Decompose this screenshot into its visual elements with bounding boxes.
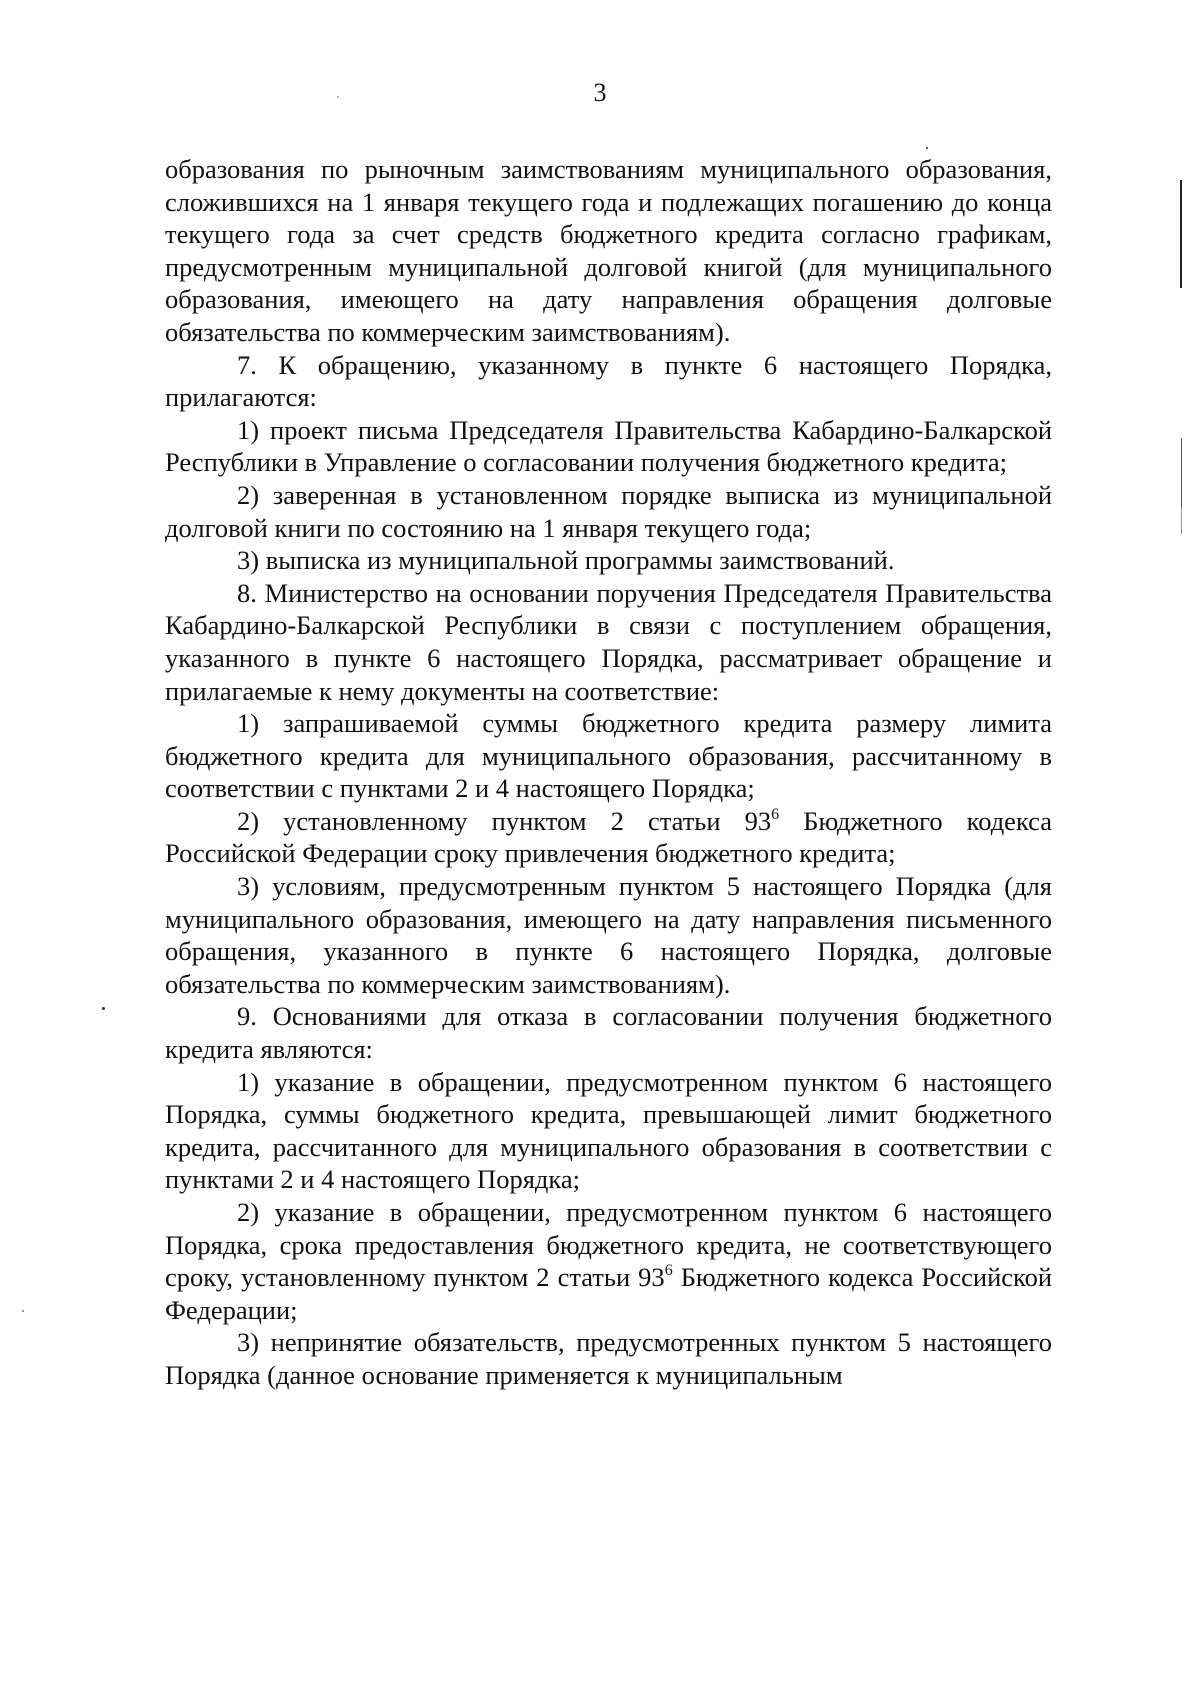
document-body xyxy=(165,153,1052,1392)
paragraph: 7. К обращению, указанному в пункте 6 настоящего Порядка, прилагаются: xyxy=(165,349,1052,413)
scan-speck xyxy=(22,1310,24,1312)
paragraph: 3) выписка из муниципальной программы заимствований. xyxy=(237,545,895,576)
paragraph: 2) заверенная в установленном порядке выписка из муниципальной долговой книги по состоянию на 1 января текущего года; xyxy=(165,479,1052,543)
paragraph: 1) проект письма Председателя Правительства Кабардино-Балкарской Республики в Управление о согласовании получения бюджетного кредита; xyxy=(165,414,1052,478)
scan-speck xyxy=(926,147,928,149)
paragraph: образования по рыночным заимствованиям муниципального образования, сложившихся на 1 января текущего года и подлежащих погашению до конца текущего года за счет средств бюджетного кредита согласно графикам, предусмотренным муниципальной долговой книгой (для муниципального образования, имеющего на дату направления обращения долговые обязательства по коммерческим заимствованиям). xyxy=(165,154,1052,347)
paragraph: 2) установленному пунктом 2 статьи $93^6$ Бюджетного кодекса Российской Федерации сроку привлечения бюджетного кредита; xyxy=(165,805,1053,869)
page-number: 3 xyxy=(593,78,607,107)
paragraph: 2) указание в обращении, предусмотренном пунктом 6 настоящего Порядка, срока предоставления бюджетного кредита, не соответствующего сроку, установленному пунктом 2 статьи $93^6$ Бюджетного кодекса Российской Федерации; xyxy=(165,1197,1052,1325)
paragraph: 1) указание в обращении, предусмотренном пунктом 6 настоящего Порядка, суммы бюджетного кредита, превышающей лимит бюджетного кредита, рассчитанного для муниципального образования в соответствии с пунктами 2 и 4 настоящего Порядка; xyxy=(165,1066,1052,1195)
scan-speck xyxy=(102,1007,105,1010)
scan-mark-right-top xyxy=(1180,180,1182,288)
paragraph: 8. Министерство на основании поручения Председателя Правительства Кабардино-Балкарской Республики в связи с поступлением обращения, указанного в пункте 6 настоящего Порядка, рассматривает обращение и прилагаемые к нему документы на соответствие: xyxy=(165,577,1052,706)
paragraph: 1) запрашиваемой суммы бюджетного кредита размеру лимита бюджетного кредита для муниципального образования, рассчитанному в соответствии с пунктами 2 и 4 настоящего Порядка; xyxy=(165,708,1052,804)
scan-mark-right-lower xyxy=(1181,506,1182,534)
paragraph: 3) непринятие обязательств, предусмотренных пунктом 5 настоящего Порядка (данное основание применяется к муниципальным xyxy=(165,1327,1052,1390)
paragraph: 3) условиям, предусмотренным пунктом 5 настоящего Порядка (для муниципального образования, имеющего на дату направления письменного обращения, указанного в пункте 6 настоящего Порядка, долговые обязательства по коммерческим заимствованиям). xyxy=(165,871,1052,999)
scan-mark-right-middle xyxy=(1181,438,1182,506)
paragraph: 9. Основаниями для отказа в согласовании получения бюджетного кредита являются: xyxy=(165,1001,1052,1065)
